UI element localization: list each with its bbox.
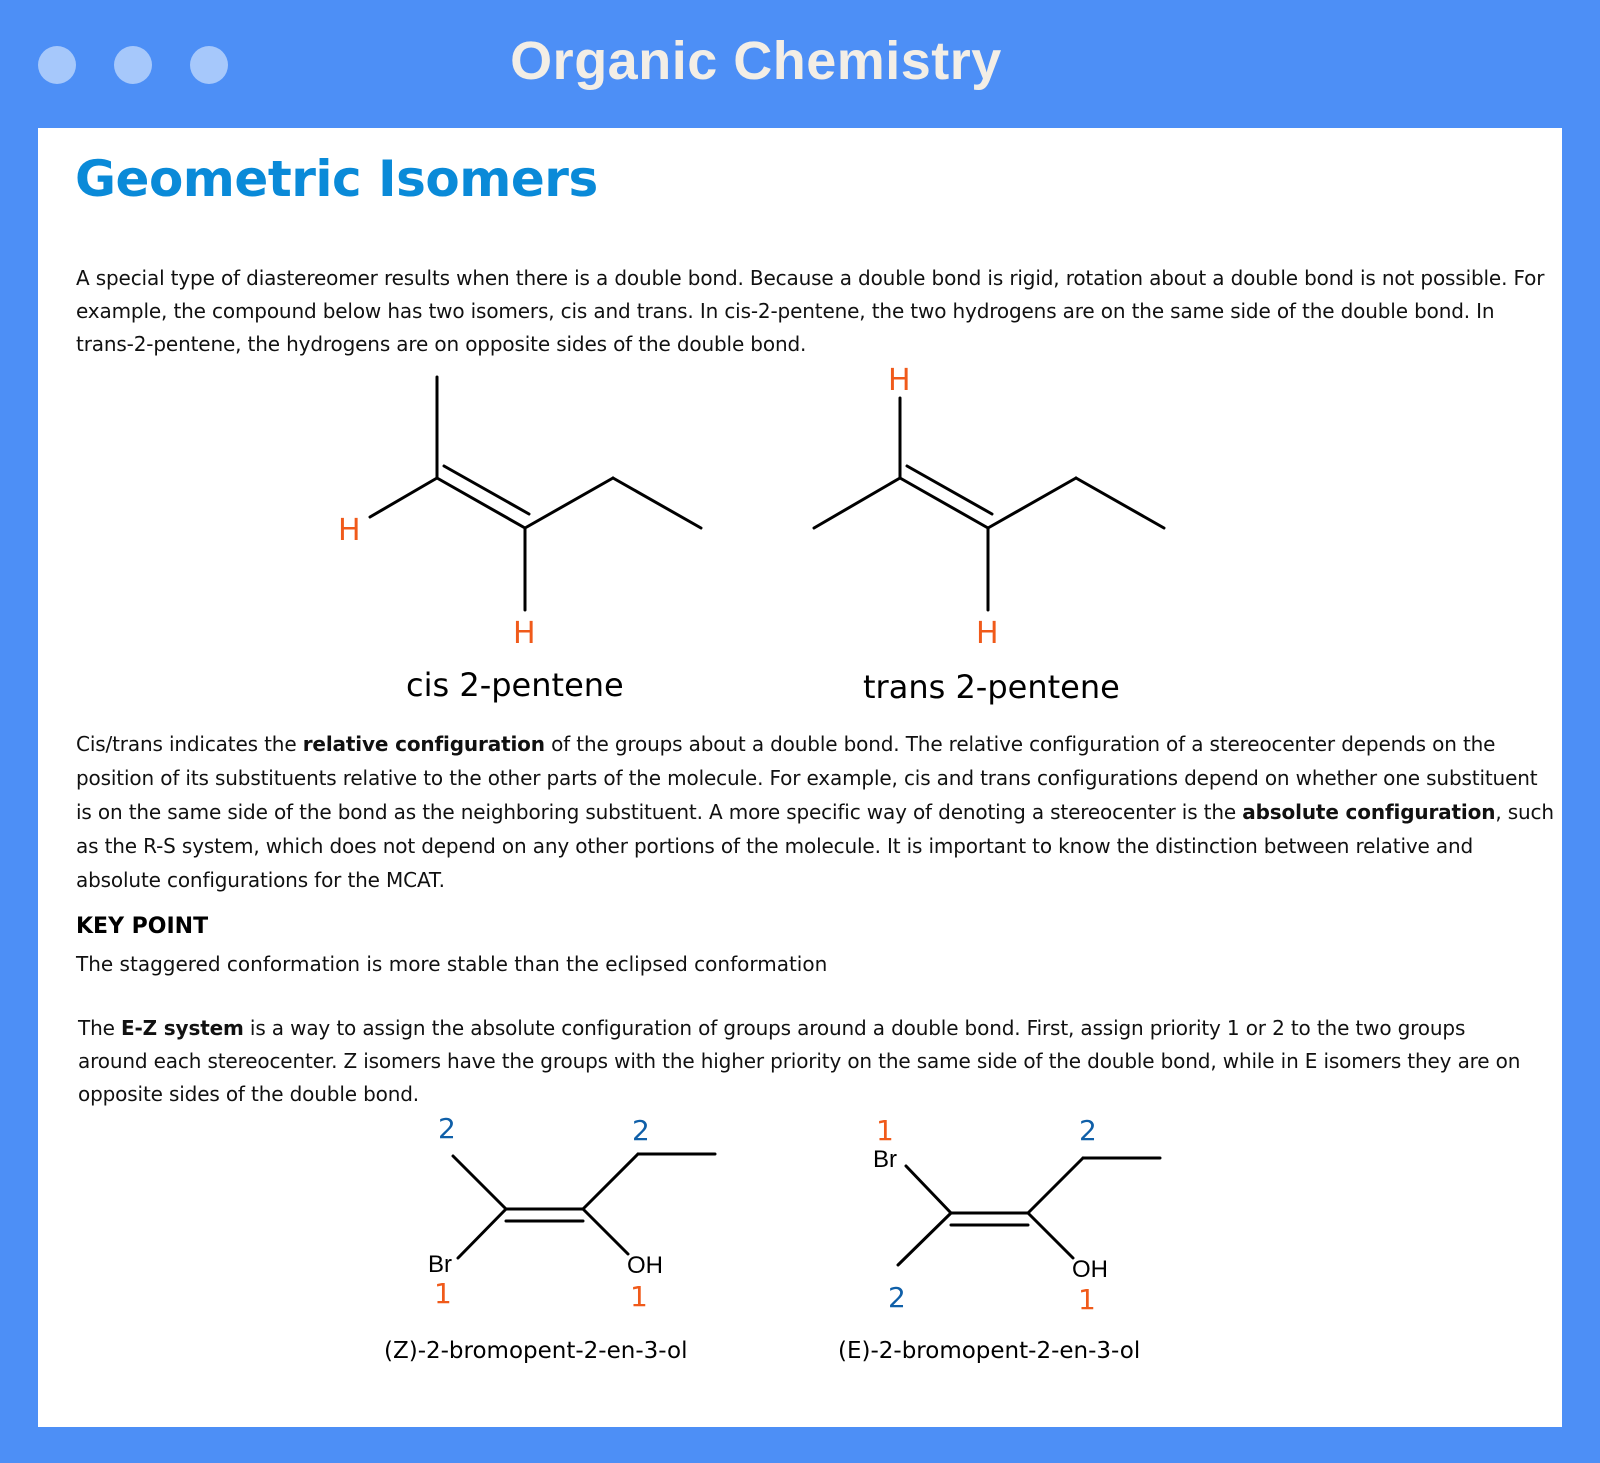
cis-h-left: H (338, 513, 361, 548)
e-priority-top-left: 1 (876, 1114, 894, 1147)
para2-text-3: , such as the R-S system, which does not depend on any other portions of the molecule. It is important to know the distinction between relative and absolute configurations for the MCAT. (76, 800, 1554, 892)
para2-text-2: of the groups about a double bond. The relative configuration of a stereocenter depends on the position of its substituents relative to the other parts of the molecule. For example, cis and trans configurations depend on whether one substituent is on the same side of the bond as the neighboring substituent. A more specific way of denoting a stereocenter is the (76, 732, 1538, 824)
relative-configuration-term: relative configuration (302, 732, 545, 756)
para3-text-1: The (78, 1016, 121, 1040)
e-priority-bottom-left: 2 (888, 1281, 906, 1314)
ez-system-term: E-Z system (120, 1016, 244, 1040)
intro-paragraph: A special type of diastereomer results when there is a double bond. Because a double bond is rigid, rotation about a double bond is not possible. For example, the compound below has two isomers, cis and trans. In cis-2-pentene, the two hydrogens are on the same side of the double bond. In trans-2-pentene, the hydrogens are on opposite sides of the double bond. (76, 266, 1545, 356)
cis-caption: cis 2-pentene (406, 666, 624, 704)
e-isomer-structure (838, 1114, 1160, 1364)
e-br-label: Br (873, 1146, 897, 1173)
z-priority-top-left: 2 (438, 1112, 456, 1145)
content-panel (38, 128, 1562, 1427)
z-br-label: Br (428, 1251, 452, 1278)
ez-paragraph (78, 1012, 1538, 1111)
configuration-paragraph (76, 727, 1556, 897)
e-priority-bottom-right: 1 (1078, 1283, 1096, 1316)
z-priority-top-right: 2 (632, 1114, 650, 1147)
title-bar (0, 0, 1600, 128)
trans-h-top: H (888, 363, 911, 398)
trans-h-bottom: H (976, 616, 999, 651)
para3-text-2: is a way to assign the absolute configuration of groups around a double bond. First, assign priority 1 or 2 to the two groups around each stereocenter. Z isomers have the groups with the higher priority on the same side of the double bond, while in E isomers they are on opposite sides of the double bond. (78, 1016, 1521, 1106)
z-caption: (Z)-2-bromopent-2-en-3-ol (384, 1338, 688, 1364)
trans-caption: trans 2-pentene (863, 668, 1120, 706)
cis-2-pentene-structure (338, 377, 701, 704)
e-priority-top-right: 2 (1079, 1114, 1097, 1147)
z-priority-bottom-left: 1 (434, 1277, 452, 1310)
z-priority-bottom-right: 1 (630, 1280, 648, 1313)
e-caption: (E)-2-bromopent-2-en-3-ol (838, 1338, 1141, 1364)
z-isomer-structure (384, 1112, 715, 1364)
pentene-figure (38, 128, 1562, 728)
key-point-title: KEY POINT (76, 914, 209, 939)
bromopentenol-figure (38, 1108, 1562, 1408)
trans-2-pentene-structure (814, 363, 1164, 706)
app-title: Organic Chemistry (510, 31, 1002, 91)
absolute-configuration-term: absolute configuration (1242, 800, 1496, 824)
cis-h-bottom: H (513, 616, 536, 651)
e-oh-label: OH (1072, 1256, 1108, 1283)
key-point-text: The staggered conformation is more stable than the eclipsed conformation (76, 952, 828, 976)
z-oh-label: OH (627, 1252, 663, 1279)
page-heading: Geometric Isomers (75, 150, 598, 208)
para2-text-1: Cis/trans indicates the (76, 732, 303, 756)
